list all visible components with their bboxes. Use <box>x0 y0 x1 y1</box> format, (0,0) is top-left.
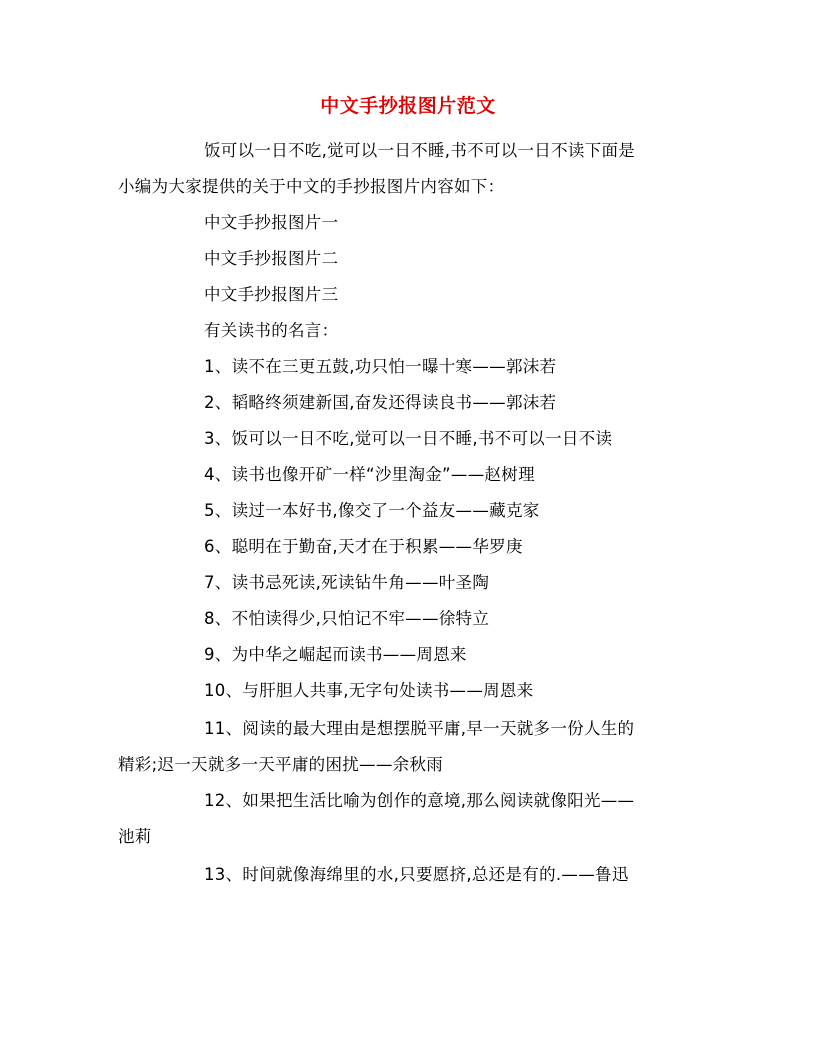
quote-item-12-line-2: 池莉 <box>118 827 152 846</box>
page-title: 中文手抄报图片范文 <box>320 95 496 117</box>
picture-item-1: 中文手抄报图片一 <box>204 213 339 232</box>
quotes-heading: 有关读书的名言： <box>204 321 339 340</box>
quote-item: 4、读书也像开矿一样“沙里淘金”——赵树理 <box>204 465 535 484</box>
quote-item: 6、聪明在于勤奋,天才在于积累——华罗庚 <box>204 537 523 556</box>
quote-item-11-line-1: 11、阅读的最大理由是想摆脱平庸,早一天就多一份人生的 <box>204 719 635 738</box>
picture-item-2: 中文手抄报图片二 <box>204 249 339 268</box>
quote-item: 3、饭可以一日不吃,觉可以一日不睡,书不可以一日不读 <box>204 429 613 448</box>
quote-item: 10、与肝胆人共事,无字句处读书——周恩来 <box>204 681 534 700</box>
quote-item: 7、读书忌死读,死读钻牛角——叶圣陶 <box>204 573 490 592</box>
quote-item: 9、为中华之崛起而读书——周恩来 <box>204 645 467 664</box>
quote-item: 1、读不在三更五鼓,功只怕一曝十寒——郭沫若 <box>204 357 557 376</box>
quote-item: 5、读过一本好书,像交了一个益友——藏克家 <box>204 501 540 520</box>
quote-item: 8、不怕读得少,只怕记不牢——徐特立 <box>204 609 490 628</box>
quote-item-13-line-1: 13、时间就像海绵里的水,只要愿挤,总还是有的.——鲁迅 <box>204 865 629 884</box>
intro-line-1: 饭可以一日不吃,觉可以一日不睡,书不可以一日不读下面是 <box>204 141 636 160</box>
quote-item-11-line-2: 精彩;迟一天就多一天平庸的困扰——余秋雨 <box>118 755 444 774</box>
quote-item: 2、韬略终须建新国,奋发还得读良书——郭沫若 <box>204 393 557 412</box>
quote-item-12-line-1: 12、如果把生活比喻为创作的意境,那么阅读就像阳光—— <box>204 791 635 810</box>
picture-item-3: 中文手抄报图片三 <box>204 285 339 304</box>
intro-line-2: 小编为大家提供的关于中文的手抄报图片内容如下： <box>118 177 505 196</box>
